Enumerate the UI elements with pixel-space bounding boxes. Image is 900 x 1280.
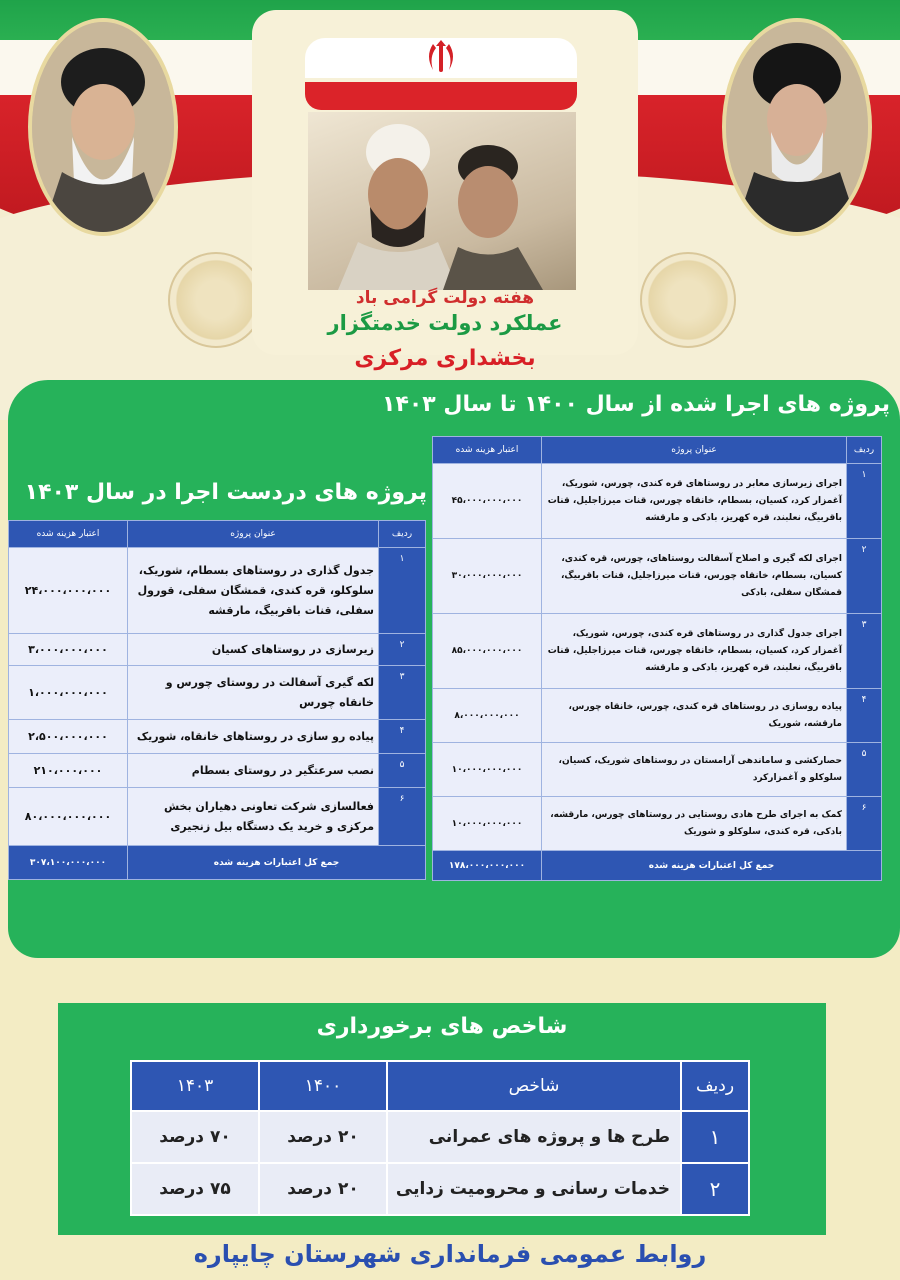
portrait-right-image [722, 18, 872, 236]
table-row [9, 634, 426, 666]
table-row [433, 743, 882, 797]
portrait-left-image [28, 18, 178, 236]
project-cost: ۲۱۰،۰۰۰،۰۰۰ [9, 754, 128, 788]
indicator-name: خدمات رسانی و محرومیت زدایی [387, 1163, 681, 1215]
indicators-table [130, 1060, 750, 1216]
iran-emblem-icon [305, 38, 577, 78]
ongoing-projects-title: پروژه های دردست اجرا در سال ۱۴۰۳ [24, 480, 427, 505]
row-number: ۱ [379, 548, 426, 634]
row-number: ۳ [379, 666, 426, 720]
header-year-1403: ۱۴۰۳ [131, 1061, 259, 1111]
project-title: زیرسازی در روستاهای کسیان [128, 634, 379, 666]
flag-emblem-area [305, 38, 577, 78]
table-row [9, 720, 426, 754]
project-title: پیاده روسازی در روستاهای قره کندی، چورس، خانقاه چورس، مارقشه، شوریک [542, 689, 847, 743]
project-cost: ۸۵،۰۰۰،۰۰۰،۰۰۰ [433, 614, 542, 689]
value-1403: ۷۰ درصد [131, 1111, 259, 1163]
header-project-title: عنوان پروژه [542, 437, 847, 464]
footer-credit: روابط عمومی فرمانداری شهرستان چایپاره [193, 1240, 707, 1268]
ongoing-projects-table [8, 520, 426, 880]
total-value: ۱۷۸،۰۰۰،۰۰۰،۰۰۰ [433, 851, 542, 881]
project-cost: ۱،۰۰۰،۰۰۰،۰۰۰ [9, 666, 128, 720]
row-number: ۴ [847, 689, 882, 743]
header-row-number: ردیف [681, 1061, 749, 1111]
martyrs-photo-image [308, 112, 576, 290]
row-number: ۲ [847, 539, 882, 614]
header-cost: اعتبار هزینه شده [433, 437, 542, 464]
table-row [9, 754, 426, 788]
project-cost: ۸۰،۰۰۰،۰۰۰،۰۰۰ [9, 788, 128, 846]
row-number: ۶ [379, 788, 426, 846]
row-number: ۱ [847, 464, 882, 539]
ornament-right-icon [640, 252, 736, 348]
project-cost: ۳۰،۰۰۰،۰۰۰،۰۰۰ [433, 539, 542, 614]
project-title: اجرای زیرسازی معابر در روستاهای قره کندی، چورس، شوریک، آغمزار کرد، کسیان، بسطام، خانقاه چورس، قنات میرزاجلیل، قنات باقربیگ، نعلبند، قره کهریز، بادکی و مارقشه [542, 464, 847, 539]
value-1400: ۲۰ درصد [259, 1111, 387, 1163]
table-row [9, 788, 426, 846]
project-cost: ۲۴،۰۰۰،۰۰۰،۰۰۰ [9, 548, 128, 634]
project-title: اجرای لکه گیری و اصلاح آسفالت روستاهای، چورس، قره کندی، کسیان، بسطام، خانقاه چورس، قنات میرزاجلیل، قنات باقربیگ، قمشگان سفلی، بادکی [542, 539, 847, 614]
row-number: ۲ [379, 634, 426, 666]
indicators-title: شاخص های برخورداری [316, 1014, 568, 1039]
project-title: نصب سرعتگیر در روستای بسطام [128, 754, 379, 788]
header-year-1400: ۱۴۰۰ [259, 1061, 387, 1111]
project-title: لکه گیری آسفالت در روستای چورس و خانقاه چورس [128, 666, 379, 720]
total-row [433, 851, 882, 881]
header-indicator: شاخص [387, 1061, 681, 1111]
project-cost: ۱۰،۰۰۰،۰۰۰،۰۰۰ [433, 743, 542, 797]
done-projects-title: پروژه های اجرا شده از سال ۱۴۰۰ تا سال ۱۴۰۳ [382, 392, 890, 417]
total-label: جمع کل اعتبارات هزینه شده [128, 846, 426, 880]
table-row [131, 1163, 749, 1215]
table-row [433, 539, 882, 614]
row-number: ۵ [379, 754, 426, 788]
total-row [9, 846, 426, 880]
table-row [9, 548, 426, 634]
project-title: حصارکشی و ساماندهی آرامستان در روستاهای شوریک، کسیان، سلوکلو و آغمزارکرد [542, 743, 847, 797]
project-title: فعالسازی شرکت تعاونی دهیاران بخش مرکزی و خرید یک دستگاه بیل زنجیری [128, 788, 379, 846]
value-1403: ۷۵ درصد [131, 1163, 259, 1215]
header-row-number: ردیف [379, 521, 426, 548]
row-number: ۱ [681, 1111, 749, 1163]
table-row [433, 797, 882, 851]
project-cost: ۱۰،۰۰۰،۰۰۰،۰۰۰ [433, 797, 542, 851]
table-row [433, 464, 882, 539]
project-cost: ۳،۰۰۰،۰۰۰،۰۰۰ [9, 634, 128, 666]
row-number: ۵ [847, 743, 882, 797]
header-project-title: عنوان پروژه [128, 521, 379, 548]
header-line-3: بخشداری مرکزی [354, 346, 536, 371]
project-cost: ۲،۵۰۰،۰۰۰،۰۰۰ [9, 720, 128, 754]
table-row [131, 1111, 749, 1163]
project-title: جدول گذاری در روستاهای بسطام، شوریک، سلوکلو، قره کندی، قمشگان سفلی، قورول سفلی، قنات باقربیگ، مارقشه [128, 548, 379, 634]
header-cost: اعتبار هزینه شده [9, 521, 128, 548]
value-1400: ۲۰ درصد [259, 1163, 387, 1215]
project-cost: ۸،۰۰۰،۰۰۰،۰۰۰ [433, 689, 542, 743]
header-line-1: هفته دولت گرامی باد [355, 288, 535, 308]
row-number: ۶ [847, 797, 882, 851]
row-number: ۳ [847, 614, 882, 689]
row-number: ۴ [379, 720, 426, 754]
total-label: جمع کل اعتبارات هزینه شده [542, 851, 882, 881]
indicator-name: طرح ها و پروژه های عمرانی [387, 1111, 681, 1163]
header-line-2: عملکرد دولت خدمتگزار [327, 311, 563, 335]
flag-red-strip [305, 82, 577, 110]
table-row [433, 689, 882, 743]
done-projects-table [432, 436, 882, 881]
row-number: ۲ [681, 1163, 749, 1215]
project-cost: ۴۵،۰۰۰،۰۰۰،۰۰۰ [433, 464, 542, 539]
table-row [433, 614, 882, 689]
total-value: ۳۰۷،۱۰۰،۰۰۰،۰۰۰ [9, 846, 128, 880]
ornament-left-icon [168, 252, 264, 348]
project-title: کمک به اجرای طرح هادی روستایی در روستاهای چورس، مارقشه، بادکی، قره کندی، سلوکلو و شوریک [542, 797, 847, 851]
project-title: اجرای جدول گذاری در روستاهای قره کندی، چورس، شوریک، آغمزار کرد، کسیان، بسطام، خانقاه چورس، قنات میرزاجلیل، قنات باقربیگ، نعلبند، قره کهریز، بادکی و مارقشه [542, 614, 847, 689]
header-row-number: ردیف [847, 437, 882, 464]
table-row [9, 666, 426, 720]
project-title: پیاده رو سازی در روستاهای خانقاه، شوریک [128, 720, 379, 754]
